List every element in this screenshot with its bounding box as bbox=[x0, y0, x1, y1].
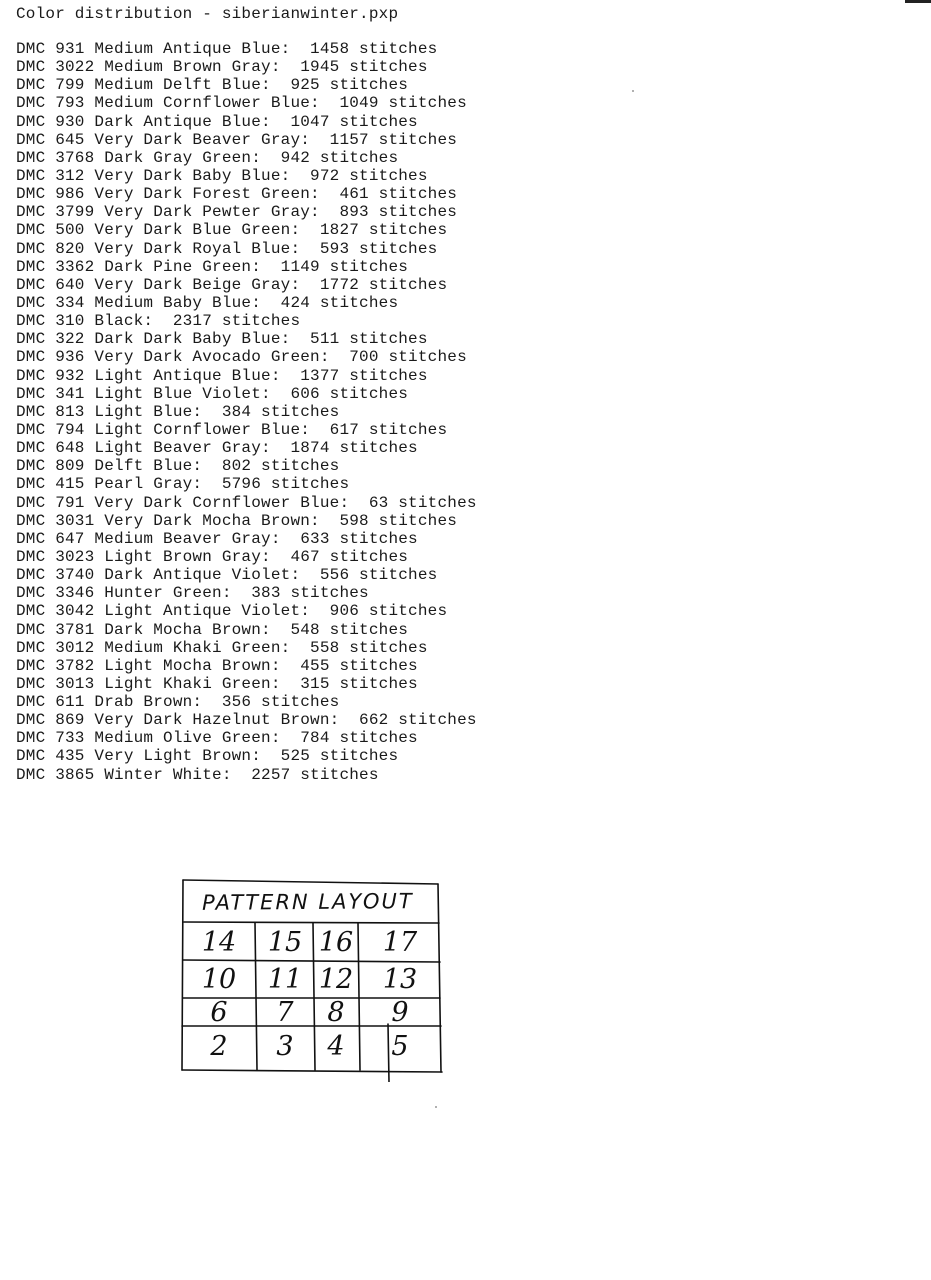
pattern-layout-title: PATTERN LAYOUT bbox=[201, 889, 414, 915]
color-list-item: DMC 793 Medium Cornflower Blue: 1049 stitches bbox=[16, 94, 467, 113]
color-list-item: DMC 3346 Hunter Green: 383 stitches bbox=[16, 584, 369, 603]
color-list-item: DMC 645 Very Dark Beaver Gray: 1157 stitches bbox=[16, 130, 458, 149]
color-list-item: DMC 3031 Very Dark Mocha Brown: 598 stitches bbox=[16, 511, 458, 530]
color-list-item: DMC 931 Medium Antique Blue: 1458 stitches bbox=[16, 40, 438, 58]
color-list-item: DMC 809 Delft Blue: 802 stitches bbox=[16, 457, 340, 476]
pattern-layout-cell: 7 bbox=[276, 997, 294, 1028]
color-list-item: DMC 936 Very Dark Avocado Green: 700 stitches bbox=[16, 348, 467, 367]
color-list-item: DMC 3022 Medium Brown Gray: 1945 stitches bbox=[16, 58, 428, 77]
pattern-layout-cell: 10 bbox=[201, 964, 237, 995]
color-list-item: DMC 640 Very Dark Beige Gray: 1772 stitches bbox=[16, 275, 448, 294]
pattern-layout-sketch bbox=[180, 876, 446, 1082]
color-list-item: DMC 3013 Light Khaki Green: 315 stitches bbox=[16, 674, 418, 693]
color-list-item: DMC 813 Light Blue: 384 stitches bbox=[16, 402, 340, 421]
color-list-item: DMC 3865 Winter White: 2257 stitches bbox=[16, 765, 379, 784]
pattern-layout-cell: 11 bbox=[267, 964, 303, 995]
color-list-item: DMC 648 Light Beaver Gray: 1874 stitches bbox=[16, 439, 418, 458]
pattern-layout-cell: 16 bbox=[318, 927, 354, 958]
color-list-item: DMC 3042 Light Antique Violet: 906 stitches bbox=[16, 602, 448, 621]
pattern-layout-cell: 15 bbox=[267, 927, 303, 958]
pattern-layout-cell: 5 bbox=[391, 1031, 409, 1062]
color-list-item: DMC 3012 Medium Khaki Green: 558 stitches bbox=[16, 638, 428, 657]
scan-speck bbox=[632, 90, 634, 92]
color-list-item: DMC 3781 Dark Mocha Brown: 548 stitches bbox=[16, 620, 409, 639]
color-list-item: DMC 932 Light Antique Blue: 1377 stitches bbox=[16, 366, 428, 385]
color-list-item: DMC 415 Pearl Gray: 5796 stitches bbox=[16, 475, 350, 494]
color-list-item: DMC 986 Very Dark Forest Green: 461 stitches bbox=[16, 185, 458, 204]
pattern-layout-cell: 8 bbox=[327, 997, 345, 1028]
color-list-item: DMC 312 Very Dark Baby Blue: 972 stitches bbox=[16, 166, 428, 185]
pattern-layout-cell: 14 bbox=[201, 927, 237, 958]
color-list-item: DMC 647 Medium Beaver Gray: 633 stitches bbox=[16, 529, 418, 548]
color-list-item: DMC 799 Medium Delft Blue: 925 stitches bbox=[16, 76, 409, 95]
color-distribution-list bbox=[16, 40, 477, 784]
color-list-item: DMC 733 Medium Olive Green: 784 stitches bbox=[16, 729, 418, 748]
color-list-item: DMC 930 Dark Antique Blue: 1047 stitches bbox=[16, 112, 418, 131]
color-list-item: DMC 3782 Light Mocha Brown: 455 stitches bbox=[16, 656, 418, 675]
color-list-item: DMC 611 Drab Brown: 356 stitches bbox=[16, 693, 340, 712]
color-list-item: DMC 341 Light Blue Violet: 606 stitches bbox=[16, 384, 409, 403]
color-list-item: DMC 3768 Dark Gray Green: 942 stitches bbox=[16, 148, 399, 167]
scan-speck bbox=[435, 1106, 437, 1108]
pattern-layout-cell: 3 bbox=[276, 1031, 294, 1062]
color-list-item: DMC 3023 Light Brown Gray: 467 stitches bbox=[16, 547, 409, 566]
page-title: Color distribution - siberianwinter.pxp bbox=[16, 5, 399, 23]
pattern-layout-cell: 12 bbox=[318, 964, 354, 995]
scan-corner-mark bbox=[905, 0, 931, 3]
pattern-layout-cell: 4 bbox=[327, 1031, 345, 1062]
pattern-layout-cell: 2 bbox=[210, 1031, 228, 1062]
color-list-item: DMC 334 Medium Baby Blue: 424 stitches bbox=[16, 293, 399, 312]
color-list-item: DMC 791 Very Dark Cornflower Blue: 63 stitches bbox=[16, 493, 477, 512]
color-list-item: DMC 794 Light Cornflower Blue: 617 stitches bbox=[16, 420, 448, 439]
pattern-layout-cell: 6 bbox=[210, 997, 228, 1028]
color-list-item: DMC 3740 Dark Antique Violet: 556 stitches bbox=[16, 566, 438, 585]
pattern-layout-cell: 9 bbox=[391, 997, 409, 1028]
color-list-item: DMC 3362 Dark Pine Green: 1149 stitches bbox=[16, 257, 409, 276]
color-list-item: DMC 322 Dark Dark Baby Blue: 511 stitches bbox=[16, 330, 428, 349]
color-list-item: DMC 820 Very Dark Royal Blue: 593 stitches bbox=[16, 239, 438, 258]
color-list-item: DMC 869 Very Dark Hazelnut Brown: 662 stitches bbox=[16, 711, 477, 730]
color-list-item: DMC 435 Very Light Brown: 525 stitches bbox=[16, 747, 399, 766]
color-list-item: DMC 500 Very Dark Blue Green: 1827 stitches bbox=[16, 221, 448, 240]
color-list-item: DMC 310 Black: 2317 stitches bbox=[16, 312, 301, 331]
pattern-layout-cell: 13 bbox=[382, 964, 418, 995]
color-list-item: DMC 3799 Very Dark Pewter Gray: 893 stitches bbox=[16, 203, 458, 222]
pattern-layout-cell: 17 bbox=[382, 927, 418, 958]
